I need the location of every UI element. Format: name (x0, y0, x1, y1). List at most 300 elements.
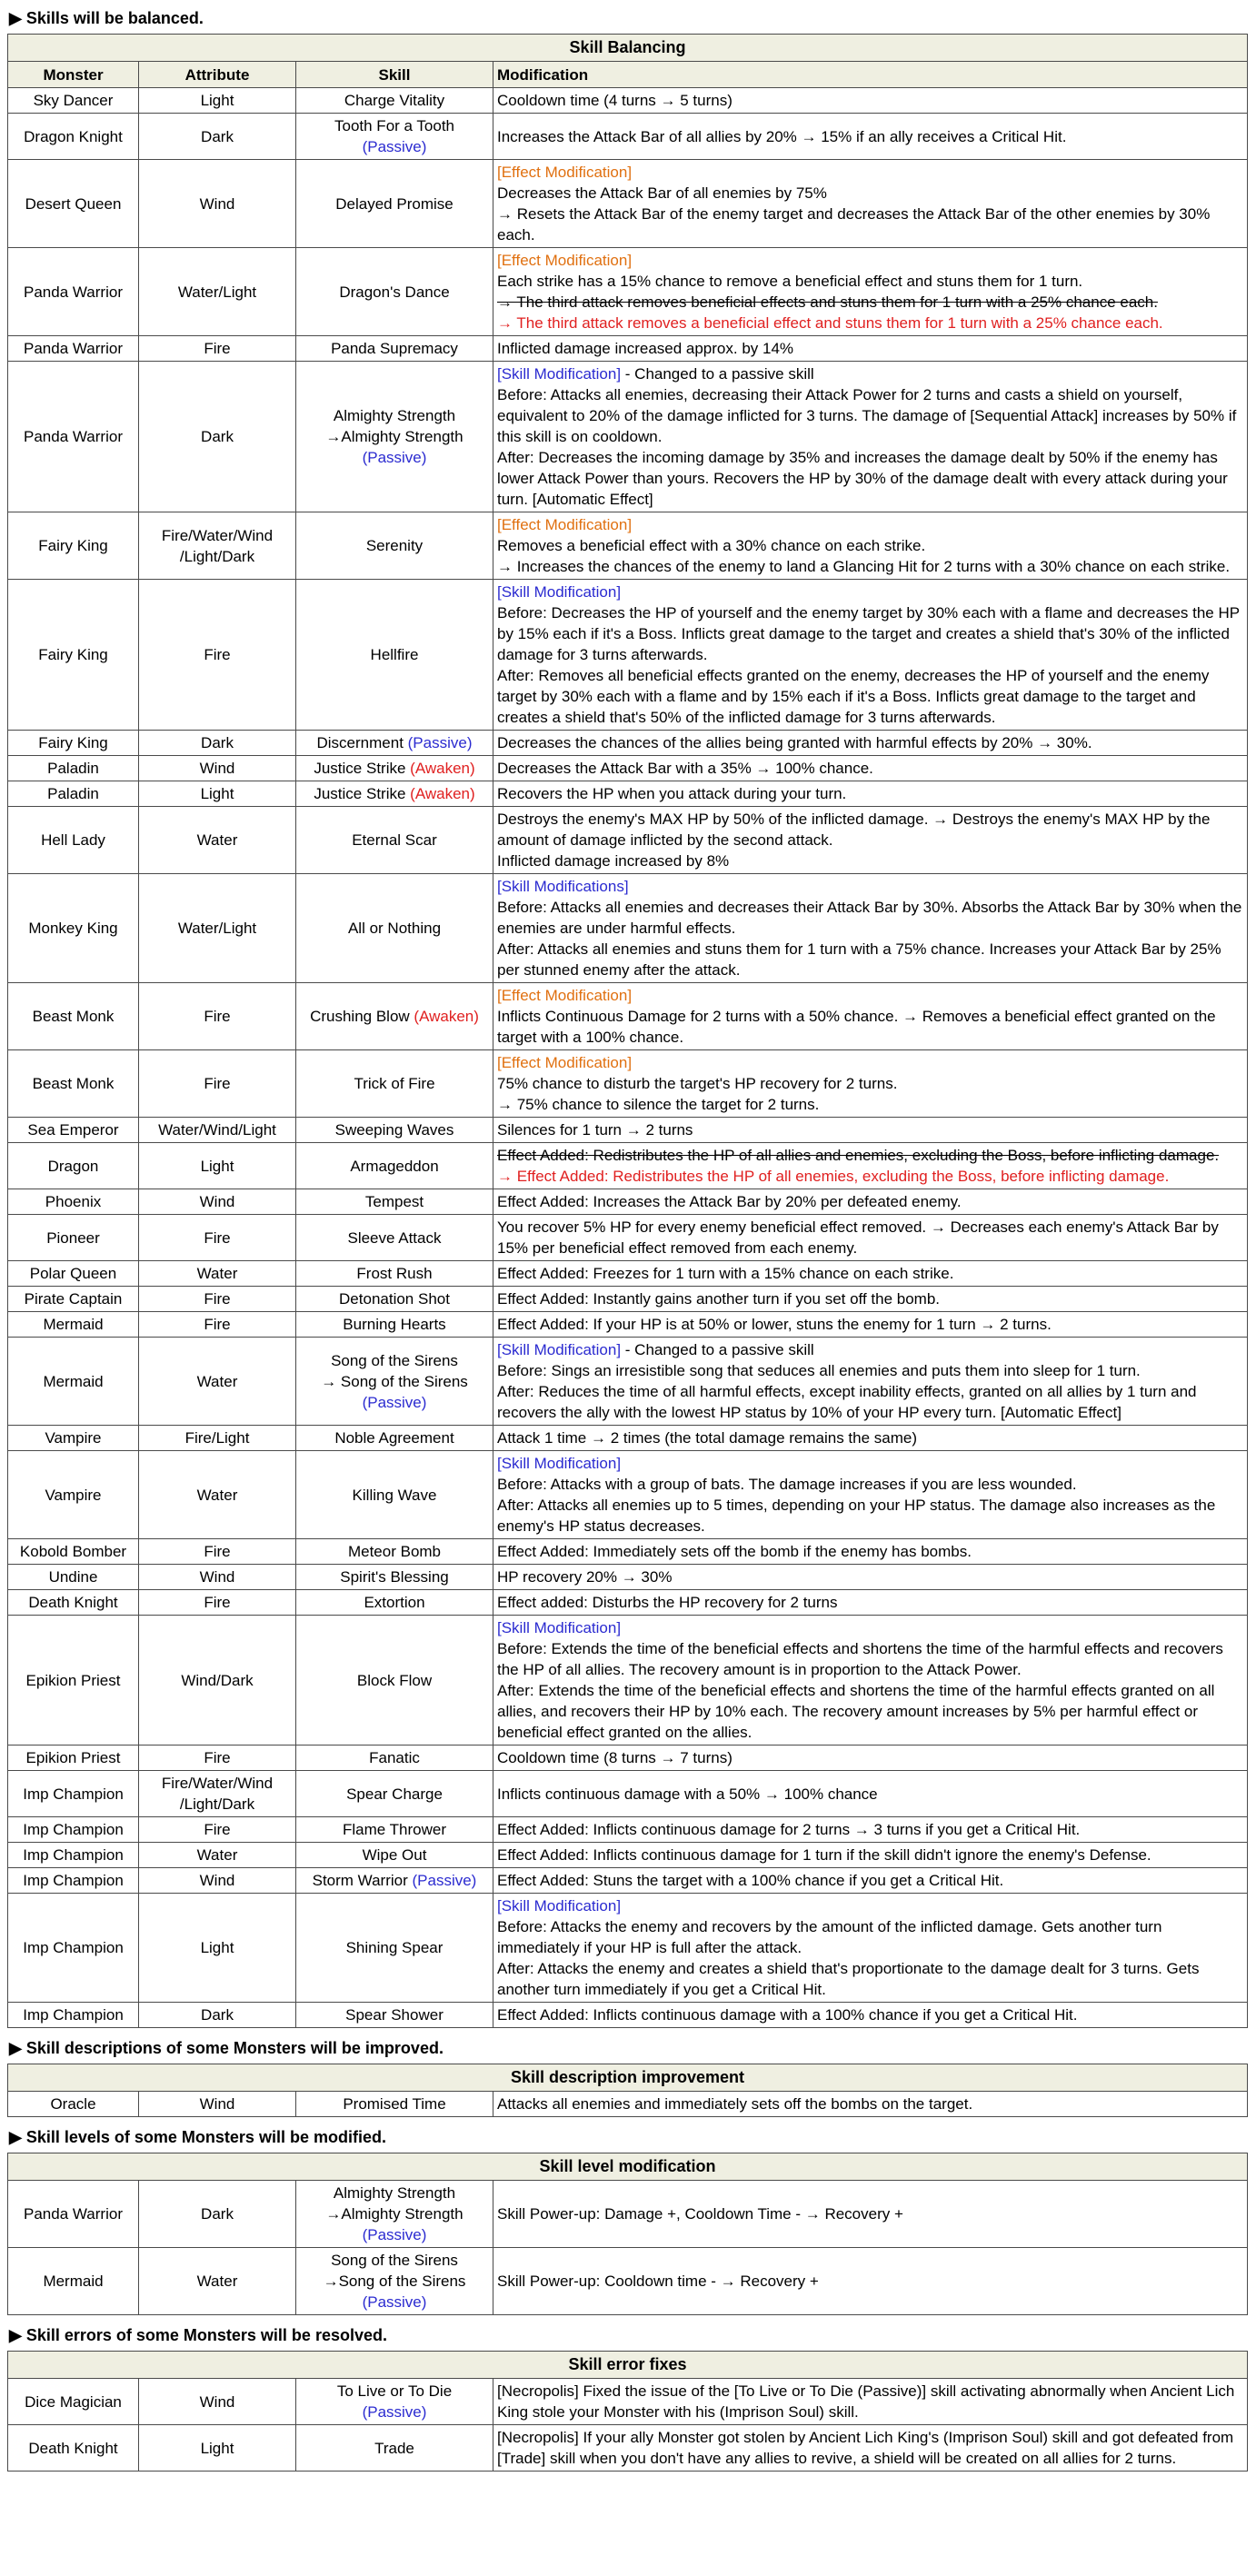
table-row (8, 1894, 1248, 2003)
skill-cell (296, 1118, 493, 1143)
table-row (8, 1189, 1248, 1215)
attribute-cell: Fire/Water/Wind /Light/Dark (139, 512, 296, 580)
monster-cell: Panda Warrior (8, 362, 139, 512)
attribute-cell: Fire/Light (139, 1426, 296, 1451)
attribute-cell: Wind (139, 1565, 296, 1590)
modification-tag: [Skill Modification] (497, 1455, 622, 1472)
modification-tag: [Effect Modification] (497, 164, 633, 181)
skill-name: Frost Rush (356, 1265, 433, 1282)
modification-text: Cooldown time (4 turns → 5 turns) (497, 92, 733, 109)
section-table (7, 2153, 1248, 2315)
skill-name: Sleeve Attack (347, 1228, 442, 1247)
modification-line (497, 1566, 1243, 1587)
table-row (8, 2379, 1248, 2425)
attribute-cell: Wind (139, 1868, 296, 1894)
modification-text: Recovers the HP when you attack during your turn. (497, 785, 847, 802)
modification-cell (493, 248, 1248, 336)
modification-text: Effect Added: Freezes for 1 turn with a 15% chance on each strike. (497, 1265, 954, 1282)
monster-cell: Polar Queen (8, 1261, 139, 1287)
modification-cell (493, 1426, 1248, 1451)
skill-name: Justice Strike (314, 785, 411, 802)
skill-name: Eternal Scar (352, 831, 437, 849)
skill-name: Almighty Strength (333, 407, 456, 424)
skill-cell (296, 1817, 493, 1843)
modification-cell (493, 580, 1248, 731)
modification-text: 75% chance to disturb the target's HP recovery for 2 turns. (497, 1075, 898, 1092)
skill-cell (296, 248, 493, 336)
attribute-cell: Dark (139, 114, 296, 160)
modification-line (497, 292, 1243, 313)
modification-line (497, 2203, 1243, 2224)
skill-tag: (Awaken) (410, 760, 475, 777)
modification-text: - Changed to a passive skill (621, 1341, 814, 1358)
modification-cell (493, 512, 1248, 580)
table-row (8, 362, 1248, 512)
modification-cell (493, 362, 1248, 512)
modification-cell (493, 2003, 1248, 2028)
skill-cell (296, 336, 493, 362)
skill-cell (296, 1539, 493, 1565)
monster-cell: Imp Champion (8, 1868, 139, 1894)
modification-line (497, 338, 1243, 359)
attribute-cell: Fire (139, 1312, 296, 1338)
modification-line (497, 1119, 1243, 1140)
skill-tag: (Awaken) (414, 1008, 479, 1025)
table-row (8, 2092, 1248, 2117)
modification-text: After: Decreases the incoming damage by 35% and increases the damage dealt by 50% if the enemy has lower Attack Power than yours. Recovers the HP by 30% of the damage dealt with every attack during your turn. [Automatic Effect] (497, 449, 1228, 508)
modification-line (497, 1191, 1243, 1212)
table-row (8, 580, 1248, 731)
skill-name: Delayed Promise (335, 194, 454, 213)
modification-text: Effect Added: Inflicts continuous damage for 2 turns → 3 turns if you get a Critical Hit. (497, 1821, 1081, 1838)
table-row (8, 1426, 1248, 1451)
skill-cell (296, 1894, 493, 2003)
modification-tag: [Skill Modification] (497, 1619, 622, 1636)
modification-line (497, 2381, 1243, 2422)
modification-cell (493, 1451, 1248, 1539)
table-row (8, 2181, 1248, 2248)
attribute-cell: Fire (139, 983, 296, 1050)
modification-line (497, 1052, 1243, 1073)
monster-cell: Sea Emperor (8, 1118, 139, 1143)
modification-text: Before: Attacks with a group of bats. The damage increases if you are less wounded. (497, 1476, 1077, 1493)
modification-cell (493, 2425, 1248, 2472)
modification-cell (493, 1215, 1248, 1261)
skill-name: Tooth For a Tooth (334, 117, 454, 134)
modification-text: - Changed to a passive skill (621, 365, 814, 383)
modification-line (497, 535, 1243, 556)
skill-cell (296, 88, 493, 114)
attribute-cell: Dark (139, 2181, 296, 2248)
section-table (7, 34, 1248, 2028)
monster-cell: Epikion Priest (8, 1746, 139, 1771)
monster-cell: Dice Magician (8, 2379, 139, 2425)
skill-name: Crushing Blow (310, 1008, 414, 1025)
monster-cell: Dragon Knight (8, 114, 139, 160)
skill-cell (296, 1050, 493, 1118)
skill-name: Spirit's Blessing (340, 1568, 449, 1586)
skill-tag: (Passive) (362, 2403, 427, 2421)
modification-line (497, 1784, 1243, 1805)
table-row (8, 1616, 1248, 1746)
monster-cell: Paladin (8, 756, 139, 781)
skill-cell (296, 1215, 493, 1261)
modification-cell (493, 731, 1248, 756)
skill-cell (296, 512, 493, 580)
modification-line (497, 1427, 1243, 1448)
monster-cell: Imp Champion (8, 1771, 139, 1817)
modification-text: Skill Power-up: Cooldown time - → Recovery + (497, 2273, 819, 2290)
skill-cell (296, 2003, 493, 2028)
skill-cell (296, 1843, 493, 1868)
modification-line (497, 2094, 1243, 2114)
monster-cell: Mermaid (8, 1338, 139, 1426)
skill-cell (296, 731, 493, 756)
section-table (7, 2064, 1248, 2117)
modification-line (497, 556, 1243, 577)
skill-cell (296, 2181, 493, 2248)
table-row (8, 1261, 1248, 1287)
skill-cell (296, 2248, 493, 2315)
modification-cell (493, 1143, 1248, 1189)
skill-cell (296, 1143, 493, 1189)
modification-cell (493, 1616, 1248, 1746)
skill-cell (296, 1287, 493, 1312)
skill-tag: (Passive) (362, 449, 427, 466)
skill-cell (296, 160, 493, 248)
modification-text: Effect Added: Redistributes the HP of all allies and enemies, excluding the Boss, before inflicting damage. (497, 1147, 1220, 1164)
attribute-cell: Wind (139, 756, 296, 781)
modification-line (497, 850, 1243, 871)
monster-cell: Panda Warrior (8, 248, 139, 336)
monster-cell: Panda Warrior (8, 2181, 139, 2248)
section-heading: ▶ Skills will be balanced. (9, 9, 204, 27)
column-header: Skill (296, 62, 493, 88)
modification-line (497, 313, 1243, 333)
attribute-cell: Fire (139, 1817, 296, 1843)
modification-cell (493, 1843, 1248, 1868)
attribute-cell: Fire (139, 1050, 296, 1118)
modification-cell (493, 2379, 1248, 2425)
skill-name: Discernment (316, 734, 408, 751)
modification-line (497, 1870, 1243, 1891)
modification-cell (493, 1817, 1248, 1843)
modification-cell (493, 2181, 1248, 2248)
modification-text: You recover 5% HP for every enemy beneficial effect removed. → Decreases each enemy's Attack Bar by 15% per beneficial effect removed from each enemy. (497, 1218, 1219, 1257)
modification-text: Before: Attacks all enemies, decreasing their Attack Power for 2 turns and casts a shield on yourself, equivalent to 20% of the damage inflicted for 3 turns. The damage of [Sequential Attack] increases by 50% if this skill is on cooldown. (497, 386, 1237, 445)
skill-cell (296, 1868, 493, 1894)
skill-cell (296, 983, 493, 1050)
skill-name: Trick of Fire (354, 1075, 435, 1092)
modification-line (497, 271, 1243, 292)
monster-cell: Imp Champion (8, 1817, 139, 1843)
modification-text: After: Attacks all enemies up to 5 times, depending on your HP status. The damage also increases as the enemy's HP status decreases. (497, 1497, 1216, 1535)
skill-tag: (Passive) (362, 2293, 427, 2311)
skill-cell (296, 362, 493, 512)
modification-cell (493, 807, 1248, 874)
modification-cell (493, 1894, 1248, 2003)
skill-cell (296, 114, 493, 160)
monster-cell: Hell Lady (8, 807, 139, 874)
modification-text: Inflicts continuous damage with a 50% → 100% chance (497, 1785, 878, 1803)
attribute-cell: Fire/Water/Wind /Light/Dark (139, 1771, 296, 1817)
modification-cell (493, 1771, 1248, 1817)
skill-cell (296, 756, 493, 781)
monster-cell: Sky Dancer (8, 88, 139, 114)
skill-cell (296, 1338, 493, 1426)
modification-text: Effect added: Disturbs the HP recovery for 2 turns (497, 1594, 838, 1611)
skill-name: Hellfire (370, 646, 419, 663)
modification-text: Before: Sings an irresistible song that seduces all enemies and puts them into sleep for 1 turn. (497, 1362, 1141, 1379)
table-caption: Skill error fixes (8, 2352, 1248, 2379)
table-row (8, 1118, 1248, 1143)
monster-cell: Paladin (8, 781, 139, 807)
skill-name: Armageddon (350, 1157, 439, 1175)
skill-cell (296, 1451, 493, 1539)
modification-line (497, 1958, 1243, 2000)
modification-text: Decreases the Attack Bar of all enemies by 75% (497, 184, 827, 202)
modification-cell (493, 160, 1248, 248)
modification-cell (493, 2248, 1248, 2315)
skill-name: Almighty Strength (333, 2184, 456, 2202)
skill-tag: (Passive) (412, 1872, 477, 1889)
attribute-cell: Light (139, 88, 296, 114)
skill-tag: (Passive) (407, 734, 473, 751)
modification-text: [Necropolis] Fixed the issue of the [To Live or To Die (Passive)] skill activating abnormally when Ancient Lich King stole your Monster with his (Imprison Soul) skill. (497, 2382, 1235, 2421)
skill-cell (296, 2425, 493, 2472)
monster-cell: Undine (8, 1565, 139, 1590)
monster-cell: Mermaid (8, 2248, 139, 2315)
modification-line (497, 1747, 1243, 1768)
attribute-cell: Light (139, 2425, 296, 2472)
skill-name: Meteor Bomb (347, 1543, 442, 1560)
modification-line (497, 985, 1243, 1006)
attribute-cell: Fire (139, 336, 296, 362)
skill-cell (296, 1746, 493, 1771)
modification-text: Effect Added: Inflicts continuous damage for 1 turn if the skill didn't ignore the enemy's Defense. (497, 1846, 1151, 1864)
modification-line (497, 1217, 1243, 1258)
skill-cell (296, 580, 493, 731)
attribute-cell: Wind (139, 2092, 296, 2117)
skill-name: Killing Wave (352, 1486, 437, 1504)
modification-line (497, 1145, 1243, 1166)
modification-line (497, 1495, 1243, 1537)
modification-line (497, 1314, 1243, 1335)
skill-tag: (Awaken) (410, 785, 475, 802)
modification-text: Effect Added: Instantly gains another turn if you set off the bomb. (497, 1290, 941, 1308)
skill-cell (296, 1312, 493, 1338)
monster-cell: Vampire (8, 1426, 139, 1451)
skill-name: Block Flow (356, 1671, 433, 1689)
modification-line (497, 1617, 1243, 1638)
monster-cell: Death Knight (8, 2425, 139, 2472)
modification-text: Attacks all enemies and immediately sets off the bombs on the target. (497, 2095, 973, 2113)
table-row (8, 1843, 1248, 1868)
monster-cell: Death Knight (8, 1590, 139, 1616)
skill-cell (296, 1616, 493, 1746)
table-row (8, 160, 1248, 248)
skill-cell (296, 1771, 493, 1817)
modification-tag: [Effect Modification] (497, 987, 633, 1004)
skill-name: →Almighty Strength (325, 428, 464, 445)
modification-text: Removes a beneficial effect with a 30% chance on each strike. (497, 537, 926, 554)
skill-name: Shining Spear (345, 1939, 444, 1956)
modification-text: Effect Added: Stuns the target with a 100% chance if you get a Critical Hit. (497, 1872, 1004, 1889)
attribute-cell: Water (139, 807, 296, 874)
monster-cell: Panda Warrior (8, 336, 139, 362)
modification-text: → The third attack removes beneficial effects and stuns them for 1 turn with a 25% chance each. (497, 293, 1158, 311)
modification-cell (493, 1338, 1248, 1426)
modification-line (497, 514, 1243, 535)
attribute-cell: Dark (139, 2003, 296, 2028)
table-row (8, 1050, 1248, 1118)
skill-name: Flame Thrower (343, 1821, 446, 1838)
monster-cell: Epikion Priest (8, 1616, 139, 1746)
table-row (8, 1539, 1248, 1565)
modification-line (497, 783, 1243, 804)
table-row (8, 807, 1248, 874)
skill-name: →Almighty Strength (325, 2205, 464, 2223)
modification-line (497, 939, 1243, 980)
column-header: Monster (8, 62, 139, 88)
table-row (8, 2425, 1248, 2472)
modification-text: → Effect Added: Redistributes the HP of all enemies, excluding the Boss, before inflicting damage. (497, 1168, 1170, 1185)
modification-text: Increases the Attack Bar of all allies by 20% → 15% if an ally receives a Critical Hit. (497, 127, 1067, 145)
modification-line (497, 1094, 1243, 1115)
skill-name: Tempest (364, 1193, 424, 1210)
column-header: Attribute (139, 62, 296, 88)
table-row (8, 1771, 1248, 1817)
modification-text: → Increases the chances of the enemy to land a Glancing Hit for 2 turns with a 30% chance on each strike. (497, 558, 1231, 575)
modification-cell (493, 114, 1248, 160)
attribute-cell: Light (139, 781, 296, 807)
attribute-cell: Water (139, 1451, 296, 1539)
skill-cell (296, 781, 493, 807)
modification-text: Decreases the Attack Bar with a 35% → 100% chance. (497, 760, 873, 777)
modification-line (497, 582, 1243, 602)
attribute-cell: Water/Light (139, 248, 296, 336)
modification-tag: [Skill Modification] (497, 1897, 622, 1915)
skill-name: Dragon's Dance (339, 283, 450, 301)
table-row (8, 731, 1248, 756)
attribute-cell: Water (139, 2248, 296, 2315)
modification-line (497, 1680, 1243, 1743)
monster-cell: Oracle (8, 2092, 139, 2117)
skill-name: Noble Agreement (334, 1429, 454, 1447)
skill-cell (296, 1189, 493, 1215)
modification-cell (493, 1868, 1248, 1894)
modification-cell (493, 1050, 1248, 1118)
modification-line (497, 1453, 1243, 1474)
column-header: Modification (493, 62, 1248, 88)
skill-cell (296, 2379, 493, 2425)
table-row (8, 1451, 1248, 1539)
modification-cell (493, 1312, 1248, 1338)
modification-cell (493, 1261, 1248, 1287)
table-row (8, 1868, 1248, 1894)
section-heading: ▶ Skill descriptions of some Monsters will be improved. (9, 2039, 444, 2057)
modification-cell (493, 983, 1248, 1050)
monster-cell: Imp Champion (8, 2003, 139, 2028)
modification-line (497, 1381, 1243, 1423)
table-caption: Skill level modification (8, 2153, 1248, 2181)
table-row (8, 2248, 1248, 2315)
modification-text: Before: Attacks the enemy and recovers by the amount of the inflicted damage. Gets another turn immediately if your HP is full after the attack. (497, 1918, 1162, 1956)
attribute-cell: Fire (139, 1746, 296, 1771)
skill-cell (296, 1426, 493, 1451)
modification-line (497, 90, 1243, 111)
attribute-cell: Water (139, 1338, 296, 1426)
modification-text: Inflicted damage increased by 8% (497, 852, 730, 870)
table-header-row (8, 62, 1248, 88)
modification-line (497, 732, 1243, 753)
modification-text: After: Removes all beneficial effects granted on the enemy, decreases the HP of yourself and the enemy target by 30% each with a flame and by 15% each if it's a Boss. Inflicts great damage to the target and creates a shield that's 50% of the inflicted damage for 3 turns afterwards. (497, 667, 1210, 726)
table-row (8, 874, 1248, 983)
skill-cell (296, 874, 493, 983)
modification-text: After: Reduces the time of all harmful effects, except inability effects, granted on all allies by 1 turn and recovers the ally with the lowest HP status by 10% of your HP every turn. [Automatic Effect] (497, 1383, 1197, 1421)
monster-cell: Monkey King (8, 874, 139, 983)
skill-name: Charge Vitality (344, 92, 445, 109)
modification-tag: [Skill Modification] (497, 1341, 622, 1358)
modification-cell (493, 1590, 1248, 1616)
monster-cell: Fairy King (8, 731, 139, 756)
table-row (8, 1312, 1248, 1338)
skill-name: Trade (374, 2439, 414, 2457)
modification-cell (493, 1539, 1248, 1565)
table-caption-row (8, 35, 1248, 62)
table-row (8, 336, 1248, 362)
modification-line (497, 2271, 1243, 2292)
modification-cell (493, 1287, 1248, 1312)
modification-cell (493, 1118, 1248, 1143)
table-caption-row (8, 2153, 1248, 2181)
monster-cell: Desert Queen (8, 160, 139, 248)
modification-line (497, 1819, 1243, 1840)
skill-cell (296, 1590, 493, 1616)
attribute-cell: Water/Wind/Light (139, 1118, 296, 1143)
modification-cell (493, 2092, 1248, 2117)
table-caption: Skill description improvement (8, 2064, 1248, 2092)
modification-line (497, 1006, 1243, 1048)
table-row (8, 1565, 1248, 1590)
table-caption: Skill Balancing (8, 35, 1248, 62)
skill-name: Fanatic (369, 1749, 420, 1766)
modification-text: → Resets the Attack Bar of the enemy target and decreases the Attack Bar of the other enemies by 30% each. (497, 205, 1211, 244)
modification-text: After: Extends the time of the beneficial effects and shortens the time of the harmful effects granted on all allies, and recovers their HP by 10% each. The recovery amount increases by 5% per harmful effect or beneficial effect granted on the allies. (497, 1682, 1215, 1741)
modification-text: Effect Added: Inflicts continuous damage with a 100% chance if you get a Critical Hit. (497, 2006, 1078, 2024)
modification-text: Cooldown time (8 turns → 7 turns) (497, 1749, 733, 1766)
modification-line (497, 250, 1243, 271)
skill-name: Spear Charge (346, 1785, 443, 1803)
modification-cell (493, 781, 1248, 807)
table-row (8, 983, 1248, 1050)
attribute-cell: Fire (139, 1539, 296, 1565)
skill-name: Wipe Out (362, 1846, 427, 1864)
modification-line (497, 1263, 1243, 1284)
modification-line (497, 809, 1243, 850)
modification-line (497, 897, 1243, 939)
skill-name: Sweeping Waves (334, 1121, 454, 1139)
modification-line (497, 1339, 1243, 1360)
modification-text: Each strike has a 15% chance to remove a beneficial effect and stuns them for 1 turn. (497, 273, 1083, 290)
modification-tag: [Skill Modification] (497, 583, 622, 601)
attribute-cell: Fire (139, 1215, 296, 1261)
modification-tag: [Skill Modifications] (497, 878, 629, 895)
modification-line (497, 1916, 1243, 1958)
modification-text: Effect Added: Immediately sets off the bomb if the enemy has bombs. (497, 1543, 972, 1560)
modification-line (497, 1638, 1243, 1680)
modification-cell (493, 874, 1248, 983)
